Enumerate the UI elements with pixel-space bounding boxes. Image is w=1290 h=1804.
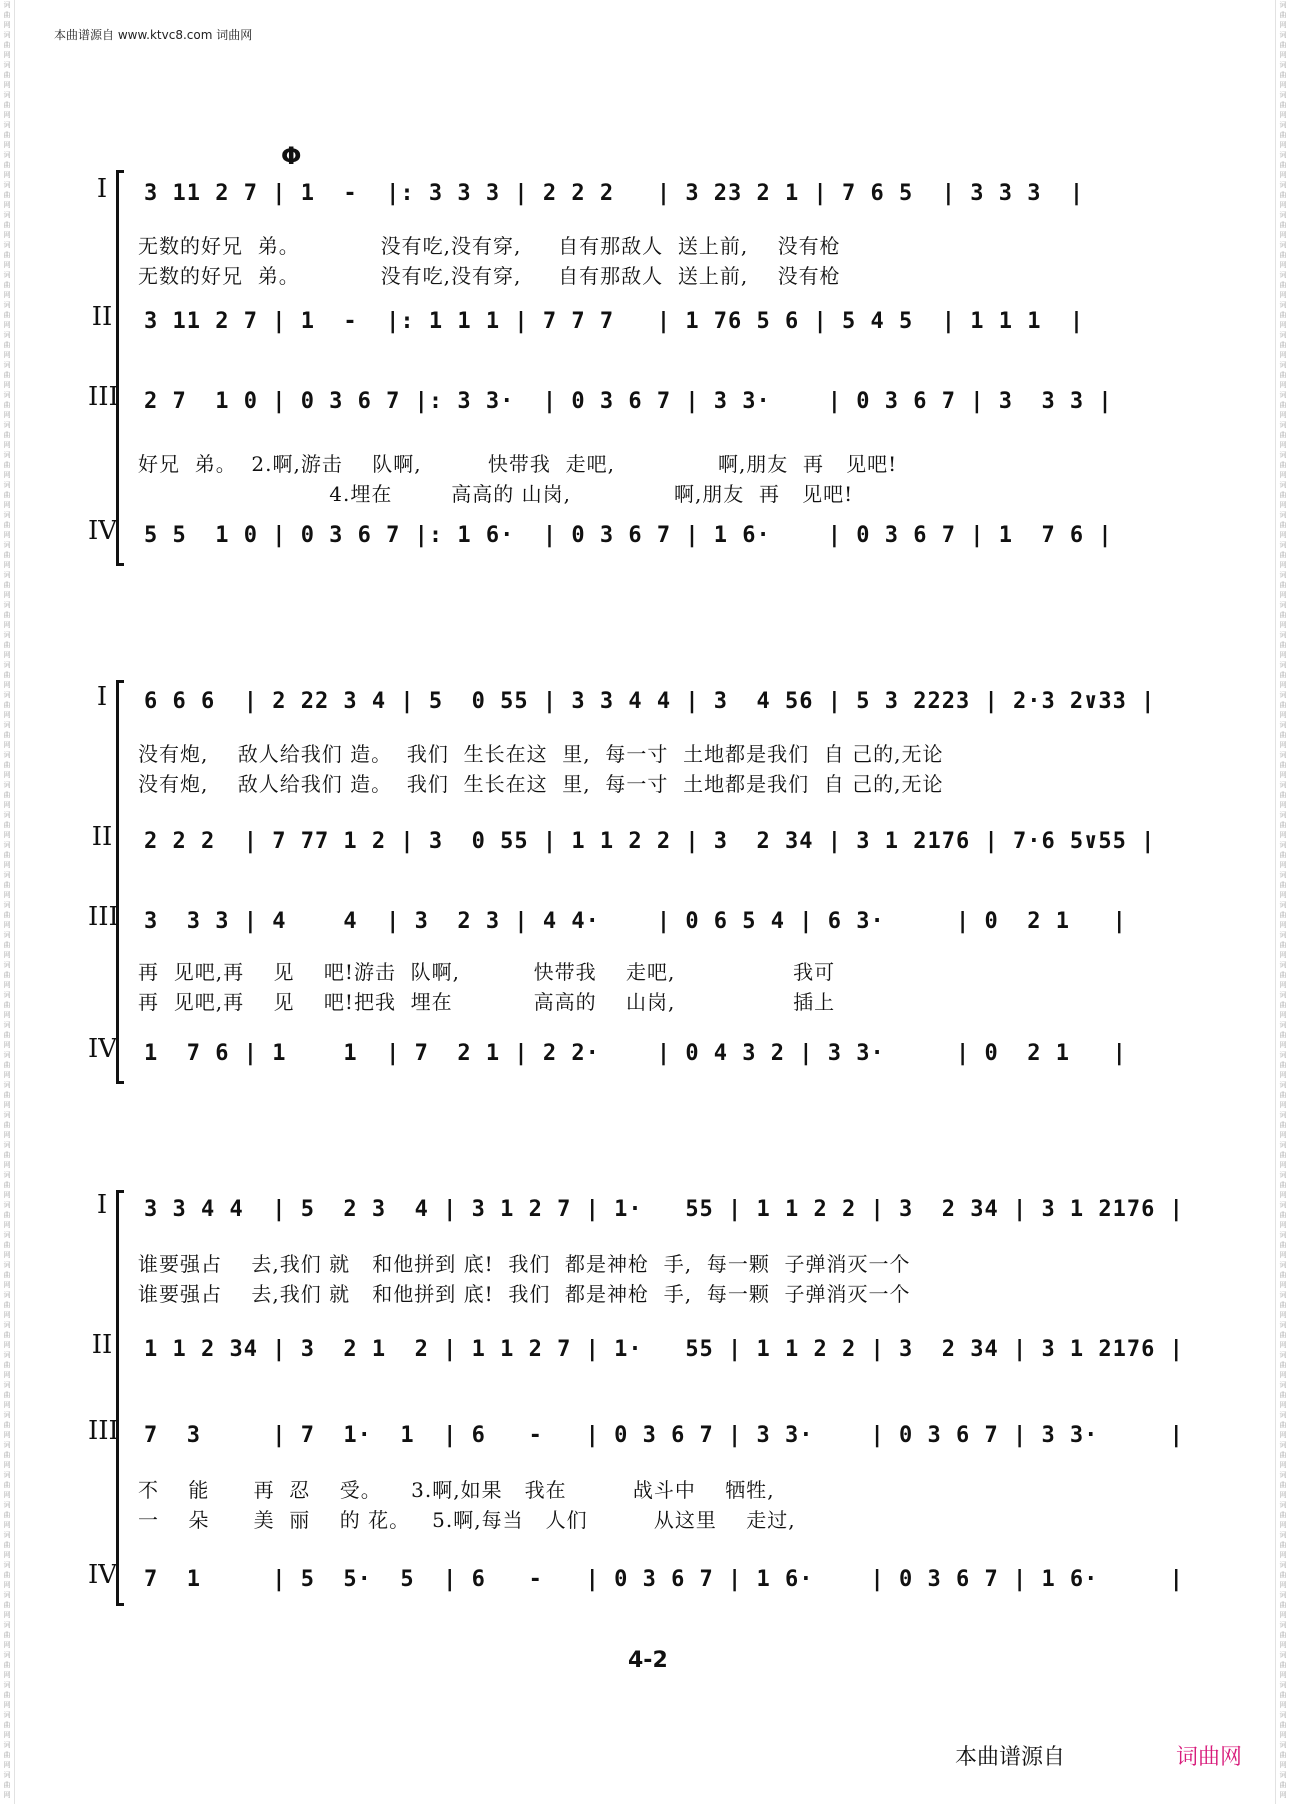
- watermark-text: 词 曲 网: [3, 1, 11, 29]
- watermark-text: 词 曲 网: [3, 1411, 11, 1439]
- watermark-text: 词 曲 网: [3, 1651, 11, 1679]
- watermark-text: 词 曲 网: [1279, 901, 1287, 929]
- part-label: I: [96, 1190, 108, 1220]
- footer-brand-link[interactable]: 词曲网: [1176, 1745, 1243, 1770]
- watermark-text: 词 曲 网: [3, 1711, 11, 1739]
- watermark-text: 词 曲 网: [3, 571, 11, 599]
- watermark-text: 词 曲 网: [1279, 451, 1287, 479]
- watermark-text: 词 曲 网: [3, 901, 11, 929]
- watermark-text: 词 曲 网: [3, 1351, 11, 1379]
- part-label: I: [96, 682, 108, 712]
- watermark-text: 词 曲 网: [1279, 781, 1287, 809]
- lyric-line: 一 朵 美 丽 的 花。 5.啊,每当 人们 从这里 走过,: [138, 1508, 796, 1532]
- watermark-text: 词 曲 网: [1279, 511, 1287, 539]
- notation-line: 5 5 1 0 | 0 3 6 7 |: 1 6· | 0 3 6 7 | 1 6· | 0 3 6 7 | 1 7 6 |: [144, 523, 1113, 548]
- watermark-text: 词 曲 网: [1279, 1351, 1287, 1379]
- watermark-text: 词 曲 网: [3, 1021, 11, 1049]
- part-label: I: [96, 174, 108, 204]
- right-watermark-strip: [1276, 0, 1290, 1804]
- watermark-text: 词 曲 网: [1279, 421, 1287, 449]
- notation-line: 7 3 | 7 1· 1 | 6 - | 0 3 6 7 | 3 3· | 0 3 6 7 | 3 3· |: [144, 1423, 1184, 1448]
- lyric-line: 没有炮, 敌人给我们 造。 我们 生长在这 里, 每一寸 土地都是我们 自 己的,无论: [138, 772, 944, 796]
- part-label: II: [91, 1330, 113, 1360]
- watermark-text: 词 曲 网: [1279, 1741, 1287, 1769]
- watermark-text: 词 曲 网: [1279, 1051, 1287, 1079]
- watermark-text: 词 曲 网: [1279, 361, 1287, 389]
- watermark-text: 词 曲 网: [1279, 721, 1287, 749]
- watermark-text: 词 曲 网: [3, 151, 11, 179]
- watermark-text: 词 曲 网: [3, 121, 11, 149]
- watermark-text: 词 曲 网: [1279, 661, 1287, 689]
- source-header: 本曲谱源自 www.ktvc8.com 词曲网: [54, 28, 253, 42]
- watermark-text: 词 曲 网: [3, 31, 11, 59]
- watermark-text: 词 曲 网: [3, 1531, 11, 1559]
- footer-source-label: 本曲谱源自: [955, 1745, 1066, 1770]
- watermark-text: 词 曲 网: [3, 1321, 11, 1349]
- part-row-3: [88, 1416, 1184, 1456]
- part-row-3: [88, 382, 1158, 422]
- watermark-text: 词 曲 网: [3, 1201, 11, 1229]
- watermark-text: 词 曲 网: [1279, 1681, 1287, 1709]
- watermark-text: 词 曲 网: [3, 481, 11, 509]
- watermark-text: 词 曲 网: [1279, 1711, 1287, 1739]
- watermark-text: 词 曲 网: [1279, 1531, 1287, 1559]
- watermark-text: 词 曲 网: [1279, 751, 1287, 779]
- watermark-text: 词 曲 网: [1279, 871, 1287, 899]
- watermark-text: 词 曲 网: [3, 1681, 11, 1709]
- watermark-text: 词 曲 网: [3, 661, 11, 689]
- watermark-text: 词 曲 网: [1279, 1231, 1287, 1259]
- watermark-text: 词 曲 网: [3, 601, 11, 629]
- watermark-text: 词 曲 网: [3, 781, 11, 809]
- watermark-text: 词 曲 网: [3, 1051, 11, 1079]
- watermark-text: 词 曲 网: [3, 1561, 11, 1589]
- notation-line: 3 3 3 | 4 4 | 3 2 3 | 4 4· | 0 6 5 4 | 6 3· | 0 2 1 |: [144, 909, 1127, 934]
- part-row-1: [88, 682, 1158, 722]
- watermark-text: 词 曲 网: [1279, 841, 1287, 869]
- watermark-text: 词 曲 网: [3, 751, 11, 779]
- part-row-4: [88, 1034, 1158, 1074]
- watermark-text: 词 曲 网: [3, 1771, 11, 1799]
- watermark-text: 词 曲 网: [1279, 1651, 1287, 1679]
- notation-line: 6 6 6 | 2 22 3 4 | 5 0 55 | 3 3 4 4 | 3 4 56 | 5 3 2223 | 2·3 2∨33 |: [144, 689, 1156, 714]
- watermark-text: 词 曲 网: [3, 241, 11, 269]
- watermark-text: 词 曲 网: [1279, 391, 1287, 419]
- watermark-text: 词 曲 网: [1279, 1141, 1287, 1169]
- notation-line: 3 3 4 4 | 5 2 3 4 | 3 1 2 7 | 1· 55 | 1 1 2 2 | 3 2 34 | 3 1 2176 |: [144, 1197, 1184, 1222]
- watermark-text: 词 曲 网: [1279, 1381, 1287, 1409]
- watermark-text: 词 曲 网: [1279, 1111, 1287, 1139]
- part-label: II: [91, 822, 113, 852]
- watermark-text: 词 曲 网: [3, 871, 11, 899]
- watermark-text: 词 曲 网: [3, 451, 11, 479]
- watermark-text: 词 曲 网: [3, 691, 11, 719]
- watermark-text: 词 曲 网: [3, 1441, 11, 1469]
- watermark-text: 词 曲 网: [3, 301, 11, 329]
- watermark-text: 词 曲 网: [3, 1621, 11, 1649]
- watermark-text: 词 曲 网: [3, 541, 11, 569]
- notation-line: 2 7 1 0 | 0 3 6 7 |: 3 3· | 0 3 6 7 | 3 3· | 0 3 6 7 | 3 3 3 |: [144, 389, 1113, 414]
- part-row-2: [88, 1330, 1184, 1370]
- watermark-text: 词 曲 网: [1279, 1771, 1287, 1799]
- part-row-3: [88, 902, 1158, 942]
- left-margin-line: [14, 0, 15, 1804]
- part-label: II: [91, 302, 113, 332]
- watermark-text: 词 曲 网: [3, 391, 11, 419]
- notation-line: 2 2 2 | 7 77 1 2 | 3 0 55 | 1 1 2 2 | 3 2 34 | 3 1 2176 | 7·6 5∨55 |: [144, 829, 1156, 854]
- watermark-text: 词 曲 网: [3, 421, 11, 449]
- watermark-text: 词 曲 网: [3, 991, 11, 1019]
- watermark-text: 词 曲 网: [3, 1111, 11, 1139]
- watermark-text: 词 曲 网: [1279, 1, 1287, 29]
- left-watermark-strip: [0, 0, 14, 1804]
- watermark-text: 词 曲 网: [3, 1231, 11, 1259]
- watermark-text: 词 曲 网: [1279, 1021, 1287, 1049]
- watermark-text: 词 曲 网: [1279, 1171, 1287, 1199]
- watermark-text: 词 曲 网: [1279, 121, 1287, 149]
- staff-brace-3: [116, 1190, 124, 1606]
- watermark-text: 词 曲 网: [3, 511, 11, 539]
- watermark-text: 词 曲 网: [1279, 1081, 1287, 1109]
- watermark-text: 词 曲 网: [3, 91, 11, 119]
- watermark-text: 词 曲 网: [1279, 481, 1287, 509]
- watermark-text: 词 曲 网: [1279, 1201, 1287, 1229]
- watermark-text: 词 曲 网: [3, 1171, 11, 1199]
- watermark-text: 词 曲 网: [3, 1291, 11, 1319]
- watermark-text: 词 曲 网: [1279, 241, 1287, 269]
- watermark-text: 词 曲 网: [1279, 811, 1287, 839]
- watermark-text: 词 曲 网: [1279, 1501, 1287, 1529]
- watermark-text: 词 曲 网: [3, 1471, 11, 1499]
- watermark-text: 词 曲 网: [3, 1591, 11, 1619]
- watermark-text: 词 曲 网: [1279, 571, 1287, 599]
- lyric-line: 谁要强占 去,我们 就 和他拼到 底! 我们 都是神枪 手, 每一颗 子弹消灭一个: [138, 1282, 911, 1306]
- watermark-text: 词 曲 网: [1279, 1591, 1287, 1619]
- watermark-text: 词 曲 网: [3, 1501, 11, 1529]
- watermark-text: 词 曲 网: [1279, 211, 1287, 239]
- watermark-text: 词 曲 网: [3, 961, 11, 989]
- watermark-text: 词 曲 网: [1279, 931, 1287, 959]
- watermark-text: 词 曲 网: [3, 181, 11, 209]
- lyric-line: 谁要强占 去,我们 就 和他拼到 底! 我们 都是神枪 手, 每一颗 子弹消灭一个: [138, 1252, 911, 1276]
- staff-brace-1: [116, 170, 124, 566]
- lyric-line: 无数的好兄 弟。 没有吃,没有穿, 自有那敌人 送上前, 没有枪: [138, 264, 841, 288]
- notation-line: 1 7 6 | 1 1 | 7 2 1 | 2 2· | 0 4 3 2 | 3 3· | 0 2 1 |: [144, 1041, 1127, 1066]
- lyric-line: 好兄 弟。 2.啊,游击 队啊, 快带我 走吧, 啊,朋友 再 见吧!: [138, 452, 898, 476]
- lyric-line: 没有炮, 敌人给我们 造。 我们 生长在这 里, 每一寸 土地都是我们 自 己的,无论: [138, 742, 944, 766]
- right-margin-line: [1275, 0, 1276, 1804]
- watermark-text: 词 曲 网: [3, 1081, 11, 1109]
- watermark-text: 词 曲 网: [3, 331, 11, 359]
- part-row-4: [88, 1560, 1184, 1600]
- part-label: III: [88, 902, 119, 932]
- part-label: III: [88, 1416, 119, 1446]
- watermark-text: 词 曲 网: [3, 271, 11, 299]
- part-label: IV: [88, 1560, 118, 1590]
- part-row-2: [88, 822, 1158, 862]
- part-row-1: [88, 1190, 1184, 1230]
- watermark-text: 词 曲 网: [3, 61, 11, 89]
- staff-brace-2: [116, 680, 124, 1084]
- watermark-text: 词 曲 网: [1279, 1261, 1287, 1289]
- watermark-text: 词 曲 网: [1279, 271, 1287, 299]
- watermark-text: 词 曲 网: [1279, 991, 1287, 1019]
- watermark-text: 词 曲 网: [1279, 1321, 1287, 1349]
- watermark-text: 词 曲 网: [1279, 631, 1287, 659]
- part-label: III: [88, 382, 119, 412]
- watermark-text: 词 曲 网: [3, 811, 11, 839]
- part-label: IV: [88, 516, 118, 546]
- watermark-text: 词 曲 网: [1279, 541, 1287, 569]
- watermark-text: 词 曲 网: [3, 1141, 11, 1169]
- watermark-text: 词 曲 网: [1279, 601, 1287, 629]
- watermark-text: 词 曲 网: [3, 1261, 11, 1289]
- part-label: IV: [88, 1034, 118, 1064]
- lyric-line: 无数的好兄 弟。 没有吃,没有穿, 自有那敌人 送上前, 没有枪: [138, 234, 841, 258]
- watermark-text: 词 曲 网: [1279, 1441, 1287, 1469]
- part-row-2: [88, 302, 1158, 342]
- watermark-text: 词 曲 网: [1279, 1621, 1287, 1649]
- watermark-text: 词 曲 网: [1279, 181, 1287, 209]
- notation-line: 3 11 2 7 | 1 - |: 3 3 3 | 2 2 2 | 3 23 2 1 | 7 6 5 | 3 3 3 |: [144, 181, 1085, 206]
- watermark-text: 词 曲 网: [3, 361, 11, 389]
- watermark-text: 词 曲 网: [3, 1381, 11, 1409]
- lyric-line: 再 见吧,再 见 吧!游击 队啊, 快带我 走吧, 我可: [138, 960, 836, 984]
- notation-line: 3 11 2 7 | 1 - |: 1 1 1 | 7 7 7 | 1 76 5 6 | 5 4 5 | 1 1 1 |: [144, 309, 1085, 334]
- watermark-text: 词 曲 网: [1279, 91, 1287, 119]
- lyric-line: 不 能 再 忍 受。 3.啊,如果 我在 战斗中 牺牲,: [138, 1478, 775, 1502]
- watermark-text: 词 曲 网: [3, 1741, 11, 1769]
- watermark-text: 词 曲 网: [1279, 1561, 1287, 1589]
- part-row-1: [88, 174, 1158, 214]
- watermark-text: 词 曲 网: [1279, 31, 1287, 59]
- watermark-text: 词 曲 网: [1279, 331, 1287, 359]
- watermark-text: 词 曲 网: [1279, 961, 1287, 989]
- watermark-text: 词 曲 网: [1279, 301, 1287, 329]
- watermark-text: 词 曲 网: [3, 931, 11, 959]
- watermark-text: 词 曲 网: [3, 841, 11, 869]
- lyric-line: 4.埋在 高高的 山岗, 啊,朋友 再 见吧!: [138, 482, 854, 506]
- part-row-4: [88, 516, 1158, 556]
- watermark-text: 词 曲 网: [1279, 691, 1287, 719]
- watermark-text: 词 曲 网: [1279, 61, 1287, 89]
- watermark-text: 词 曲 网: [1279, 1471, 1287, 1499]
- watermark-text: 词 曲 网: [3, 721, 11, 749]
- watermark-text: 词 曲 网: [3, 211, 11, 239]
- watermark-text: 词 曲 网: [1279, 151, 1287, 179]
- notation-line: 7 1 | 5 5· 5 | 6 - | 0 3 6 7 | 1 6· | 0 3 6 7 | 1 6· |: [144, 1567, 1184, 1592]
- coda-icon: Φ: [281, 142, 302, 170]
- page-number: 4-2: [628, 1648, 668, 1673]
- lyric-line: 再 见吧,再 见 吧!把我 埋在 高高的 山岗, 插上: [138, 990, 836, 1014]
- watermark-text: 词 曲 网: [3, 631, 11, 659]
- notation-line: 1 1 2 34 | 3 2 1 2 | 1 1 2 7 | 1· 55 | 1 1 2 2 | 3 2 34 | 3 1 2176 |: [144, 1337, 1184, 1362]
- watermark-text: 词 曲 网: [1279, 1411, 1287, 1439]
- watermark-text: 词 曲 网: [1279, 1291, 1287, 1319]
